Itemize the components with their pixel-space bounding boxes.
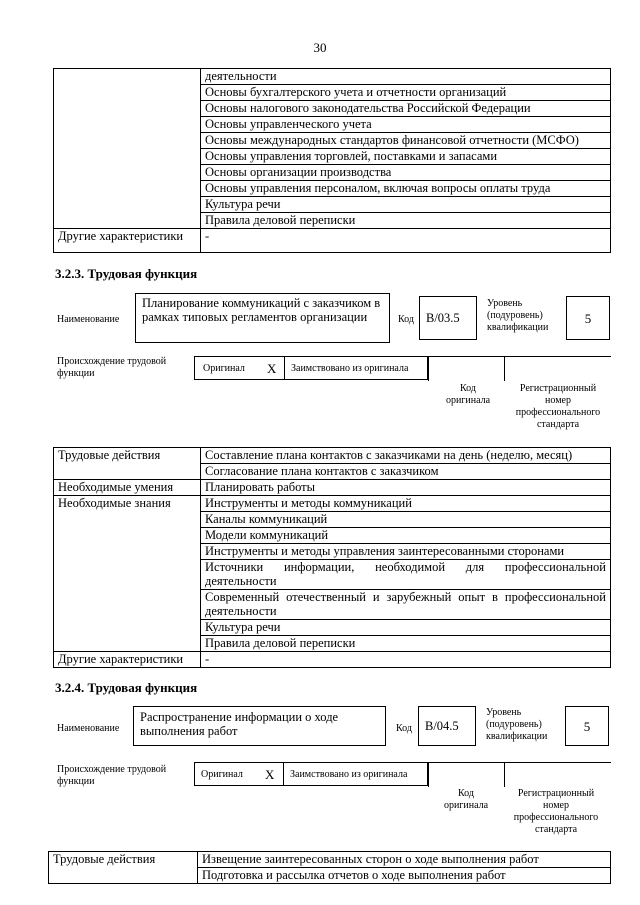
page-number: 30 (313, 40, 327, 55)
table-cell: Каналы коммуникаций (201, 512, 611, 528)
reg-number-cell (504, 762, 611, 787)
original-code-cell (428, 356, 505, 381)
level-box (565, 706, 609, 746)
other-characteristics-value: - (201, 229, 611, 253)
table-cell: Основы налогового законодательства Российской Федерации (201, 101, 611, 117)
other-characteristics-label: Другие характеристики (54, 229, 201, 253)
function-table-323 (53, 447, 611, 668)
level-value: 5 (584, 311, 592, 326)
other-characteristics-value: - (201, 652, 611, 668)
borrowed-cell (285, 356, 428, 380)
function-code: B/03.5 (426, 311, 460, 325)
original-code-label: Код оригинала (445, 383, 491, 406)
code-box (418, 706, 476, 746)
table-cell: Составление плана контактов с заказчиками на день (неделю, месяц) (201, 448, 611, 464)
table-cell: Современный отечественный и зарубежный опыт в профессиональной деятельности (201, 590, 611, 620)
table-cell: Источники информации, необходимой для профессиональной деятельности (201, 560, 611, 590)
table-cell: Правила деловой переписки (201, 213, 611, 229)
other-characteristics-label: Другие характеристики (54, 652, 201, 668)
function-name-box (135, 293, 390, 343)
table-cell: Инструменты и методы коммуникаций (201, 496, 611, 512)
name-label: Наименование (57, 314, 120, 325)
section-heading: 3.2.4. Трудовая функция (55, 680, 198, 695)
actions-label: Трудовые действия (49, 852, 198, 868)
table-cell: Основы управления торговлей, поставками и запасами (201, 149, 611, 165)
knowledge-table-continued (53, 68, 611, 253)
table-cell: Культура речи (201, 197, 611, 213)
borrowed-label: Заимствовано из оригинала (290, 769, 408, 780)
actions-label: Трудовые действия (54, 448, 201, 464)
table-cell: Основы управления персоналом, включая вопросы оплаты труда (201, 181, 611, 197)
reg-number-label: Регистрационный номер профессионального стандарта (515, 383, 601, 430)
table-label-empty (54, 69, 201, 85)
reg-number-cell (504, 356, 611, 381)
level-label: Уровень (подуровень) квалификации (486, 707, 548, 742)
level-label: Уровень (подуровень) квалификации (487, 298, 549, 333)
table-cell: Подготовка и рассылка отчетов о ходе выполнения работ (198, 868, 611, 884)
original-mark: X (265, 767, 275, 782)
table-cell: Инструменты и методы управления заинтересованными сторонами (201, 544, 611, 560)
function-name-box (133, 706, 386, 746)
table-cell: деятельности (201, 69, 611, 85)
table-cell: Основы бухгалтерского учета и отчетности организаций (201, 85, 611, 101)
borrowed-cell (284, 762, 428, 786)
code-label: Код (398, 314, 414, 325)
table-cell: Основы организации производства (201, 165, 611, 181)
skills-label: Необходимые умения (54, 480, 201, 496)
section-heading: 3.2.3. Трудовая функция (55, 266, 198, 281)
level-box (566, 296, 610, 340)
table-cell: Извещение заинтересованных сторон о ходе выполнения работ (198, 852, 611, 868)
function-table-324 (48, 851, 611, 884)
table-cell: Правила деловой переписки (201, 636, 611, 652)
table-cell: Основы управленческого учета (201, 117, 611, 133)
original-code-cell (428, 762, 505, 787)
table-cell: Культура речи (201, 620, 611, 636)
origin-label: Происхождение трудовой функции (57, 764, 167, 787)
original-label: Оригинал (203, 363, 245, 374)
function-name: Распространение информации о ходе выполнения работ (140, 710, 339, 738)
original-cell (194, 762, 284, 786)
level-value: 5 (583, 719, 591, 734)
table-cell: Основы международных стандартов финансовой отчетности (МСФО) (201, 133, 611, 149)
origin-label: Происхождение трудовой функции (57, 356, 167, 379)
knowledge-label: Необходимые знания (54, 496, 201, 512)
table-cell: Планировать работы (201, 480, 611, 496)
function-name: Планирование коммуникаций с заказчиком в рамках типовых регламентов организации (142, 296, 381, 324)
original-cell (194, 356, 285, 380)
reg-number-label: Регистрационный номер профессионального стандарта (513, 788, 599, 835)
table-cell: Согласование плана контактов с заказчиком (201, 464, 611, 480)
code-box (419, 296, 477, 340)
table-cell: Модели коммуникаций (201, 528, 611, 544)
name-label: Наименование (57, 723, 120, 734)
function-code: B/04.5 (425, 719, 459, 733)
borrowed-label: Заимствовано из оригинала (291, 363, 409, 374)
original-label: Оригинал (201, 769, 243, 780)
original-mark: X (267, 361, 277, 376)
original-code-label: Код оригинала (443, 788, 489, 811)
code-label: Код (396, 723, 412, 734)
